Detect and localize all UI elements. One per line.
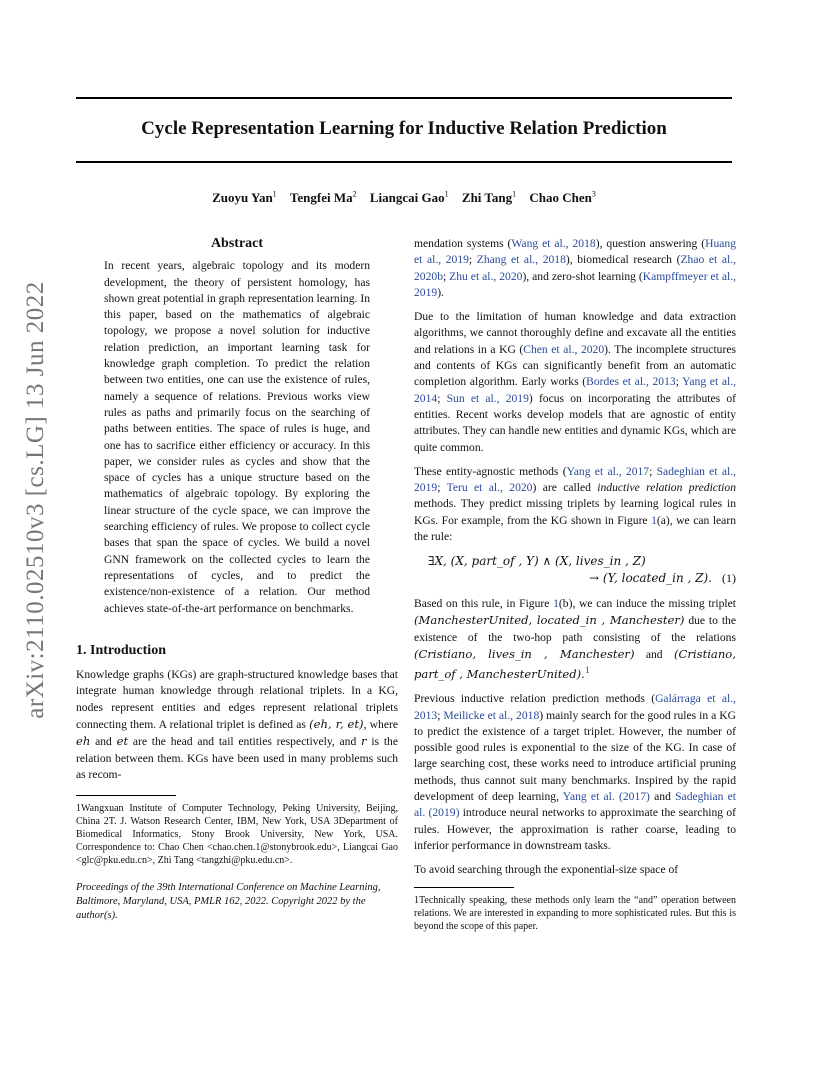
citation-link[interactable]: Zhang et al., 2018 [476,253,566,267]
citation-link[interactable]: Sadeghian et al., 2019 [414,464,736,495]
citation-link[interactable]: Sadeghian et al. (2019) [414,790,736,820]
abstract-text: In recent years, algebraic topology and its modern development, the theory of persistent homology, has shown great potential in graph representation learning. In this paper, based on the mathematics of algebraic topology, we propose a novel solution for inductive relation prediction, an important learning task for knowledge graph completion. To predict the relation between two entities, one can use the existence of rules, namely a sequence of relations. Previous works view rules as paths and primarily focus on the searching of paths between entities. The space of rules is huge, and one has to sacrifice either efficiency or accuracy. In this paper, we consider rules as cycles and show that the space of cycles has a unique structure based on the mathematics of algebraic topology. By exploring the linear structure of the cycle space, we can improve the searching efficiency of rules. We propose to collect cycle bases that span the space of cycles. We build a novel GNN framework on the collected cycles to learn the representations of cycles, and to predict the existence/non-existence of a relation. Our method achieves state-of-the-art performance on benchmarks. [104,259,370,615]
footnote-ref[interactable]: 1 [584,665,590,677]
title-bottom-rule [76,161,732,163]
citation-link[interactable]: Galárraga et al., 2013 [414,692,736,722]
citation-link[interactable]: Kampffmeyer et al., 2019 [414,269,737,299]
citation-link[interactable]: Yang et al. (2017) [562,790,650,804]
author: Zhi Tang$^1$ [461,190,517,206]
affiliation-footnote: 1Wangxuan Institute of Computer Technology, Peking University, Beijing, China 2T. J. Watson Research Center, IBM, New York, USA 3Department of Biomedical Informatics, Stony Brook University, New York, USA. Correspondence to: Chao Chen <chao.chen.1@stonybrook.edu>, Liangcai Gao <glc@pku.edu.cn>, Zhi Tang <tangzhi@pku.edu.cn>. [76,803,398,867]
citation-link[interactable]: Yang et al., 2014 [414,375,736,405]
paragraph: Previous inductive relation prediction methods (Galárraga et al., 2013; Meilicke et al., 2018) mainly search for the good rules in a KG to predict the existence of a target triplet. However, the number of possible good rules is exponential to the size of the KG. In case of large searching cost, these works need to introduce artificial pruning methods, thus cannot suit many benchmarks. Inspired by the rapid development of deep learning, Yang et al. (2017) and Sadeghian et al. (2019) introduce neural networks to approximate the searching of rules. However, the approximation is rather coarse, leading to inferior performance in downstream tasks. [414,692,737,852]
right-column [414,236,736,941]
citation-link[interactable]: Huang et al., 2019 [414,237,736,267]
footnote-rule [414,887,514,888]
citation-link[interactable]: Chen et al., 2020 [523,342,605,356]
section-heading-introduction: 1. Introduction [76,642,166,658]
top-rule [76,97,732,99]
footnote-1: 1Technically speaking, these methods only learn the “and” operation between relations. We are interested in expanding to more sophisticated rules. But this is beyond the scope of this paper. [414,894,736,932]
figure-link[interactable]: 1 [651,513,657,527]
citation-link[interactable]: Bordes et al., 2013 [586,375,676,389]
equation-line: → (Y, located_in , Z). (1) [589,570,736,585]
citation-link[interactable]: Zhao et al., 2020b [414,253,736,283]
equation-number: (1) [722,570,736,585]
citation-link[interactable]: Meilicke et al., 2018 [443,708,540,722]
author: Chao Chen$^3$ [529,190,596,206]
citation-link[interactable]: Wang et al., 2018 [511,237,596,250]
citation-link[interactable]: Yang et al., 2017 [566,464,650,478]
paragraph: Due to the limitation of human knowledge and data extraction algorithms, we cannot thoroughly define and excavate all the entities and relations in a KG (Chen et al., 2020). The incomplete structures and contents of KGs can significantly benefit from an automatic completion algorithm. Early works (Bordes et al., 2013; Yang et al., 2014; Sun et al., 2019) focus on incorporating the attributes of entities. Recent works develop models that are agnostic of entity attributes. They can handle new entities and dynamic KGs, which are quite common. [414,310,736,454]
intro-paragraph: Knowledge graphs (KGs) are graph-structured knowledge bases that integrate human knowledge through relational triplets. In a KG, nodes represent entities and edges represent relational triplets connecting them. A relational triplet is defined as (eh, r, et), where eh and et are the head and tail entities respectively, and r is the relation between them. KGs have been used in many problems such as recom- [76,668,398,781]
left-column [76,236,398,931]
citation-link[interactable]: Teru et al., 2020 [446,481,533,495]
paragraph: Based on this rule, in Figure 1(b), we can induce the missing triplet (ManchesterUnited, located_in , Manchester) due to the existence of the two-hop path consisting of the relations (Cristiano, lives_in , Manchester) and (Cristiano, part_of , ManchesterUnited).$^1$ [414,596,737,681]
paper-title: Cycle Representation Learning for Inductive Relation Prediction [141,118,667,139]
citation-link[interactable]: Sun et al., 2019 [446,391,529,405]
paragraph: mendation systems (Wang et al., 2018), question answering (Huang et al., 2019; Zhang et al., 2018), biomedical research (Zhao et al., 2020b; Zhu et al., 2020), and zero-shot learning (Kampffmeyer et al., 2019). [414,237,737,299]
author-list [76,190,732,206]
equation-line: ∃X, (X, part_of , Y) ∧ (X, lives_in , Z) [428,554,646,569]
citation-link[interactable]: Zhu et al., 2020 [449,269,523,283]
paragraph: To avoid searching through the exponential-size space of [414,863,679,877]
arxiv-stamp: arXiv:2110.02510v3 [cs.LG] 13 Jun 2022 [22,281,49,719]
author: Tengfei Ma$^2$ [289,190,357,206]
abstract-heading: Abstract [210,236,264,251]
author: Liangcai Gao$^1$ [369,190,449,206]
proceedings-note: Proceedings of the 39th International Conference on Machine Learning, Baltimore, Maryland, USA, PMLR 162, 2022. Copyright 2022 by the author(s). [76,882,381,922]
footnote-rule [76,795,176,796]
equation-1 [414,553,736,586]
paragraph: These entity-agnostic methods (Yang et al., 2017; Sadeghian et al., 2019; Teru et al., 2020) are called inductive relation prediction methods. They predict missing triplets by learning logical rules in KGs. For example, from the KG shown in Figure 1(a), we can learn the rule: [414,464,736,544]
author: Zuoyu Yan$^1$ [212,190,277,206]
figure-link[interactable]: 1 [553,596,559,610]
